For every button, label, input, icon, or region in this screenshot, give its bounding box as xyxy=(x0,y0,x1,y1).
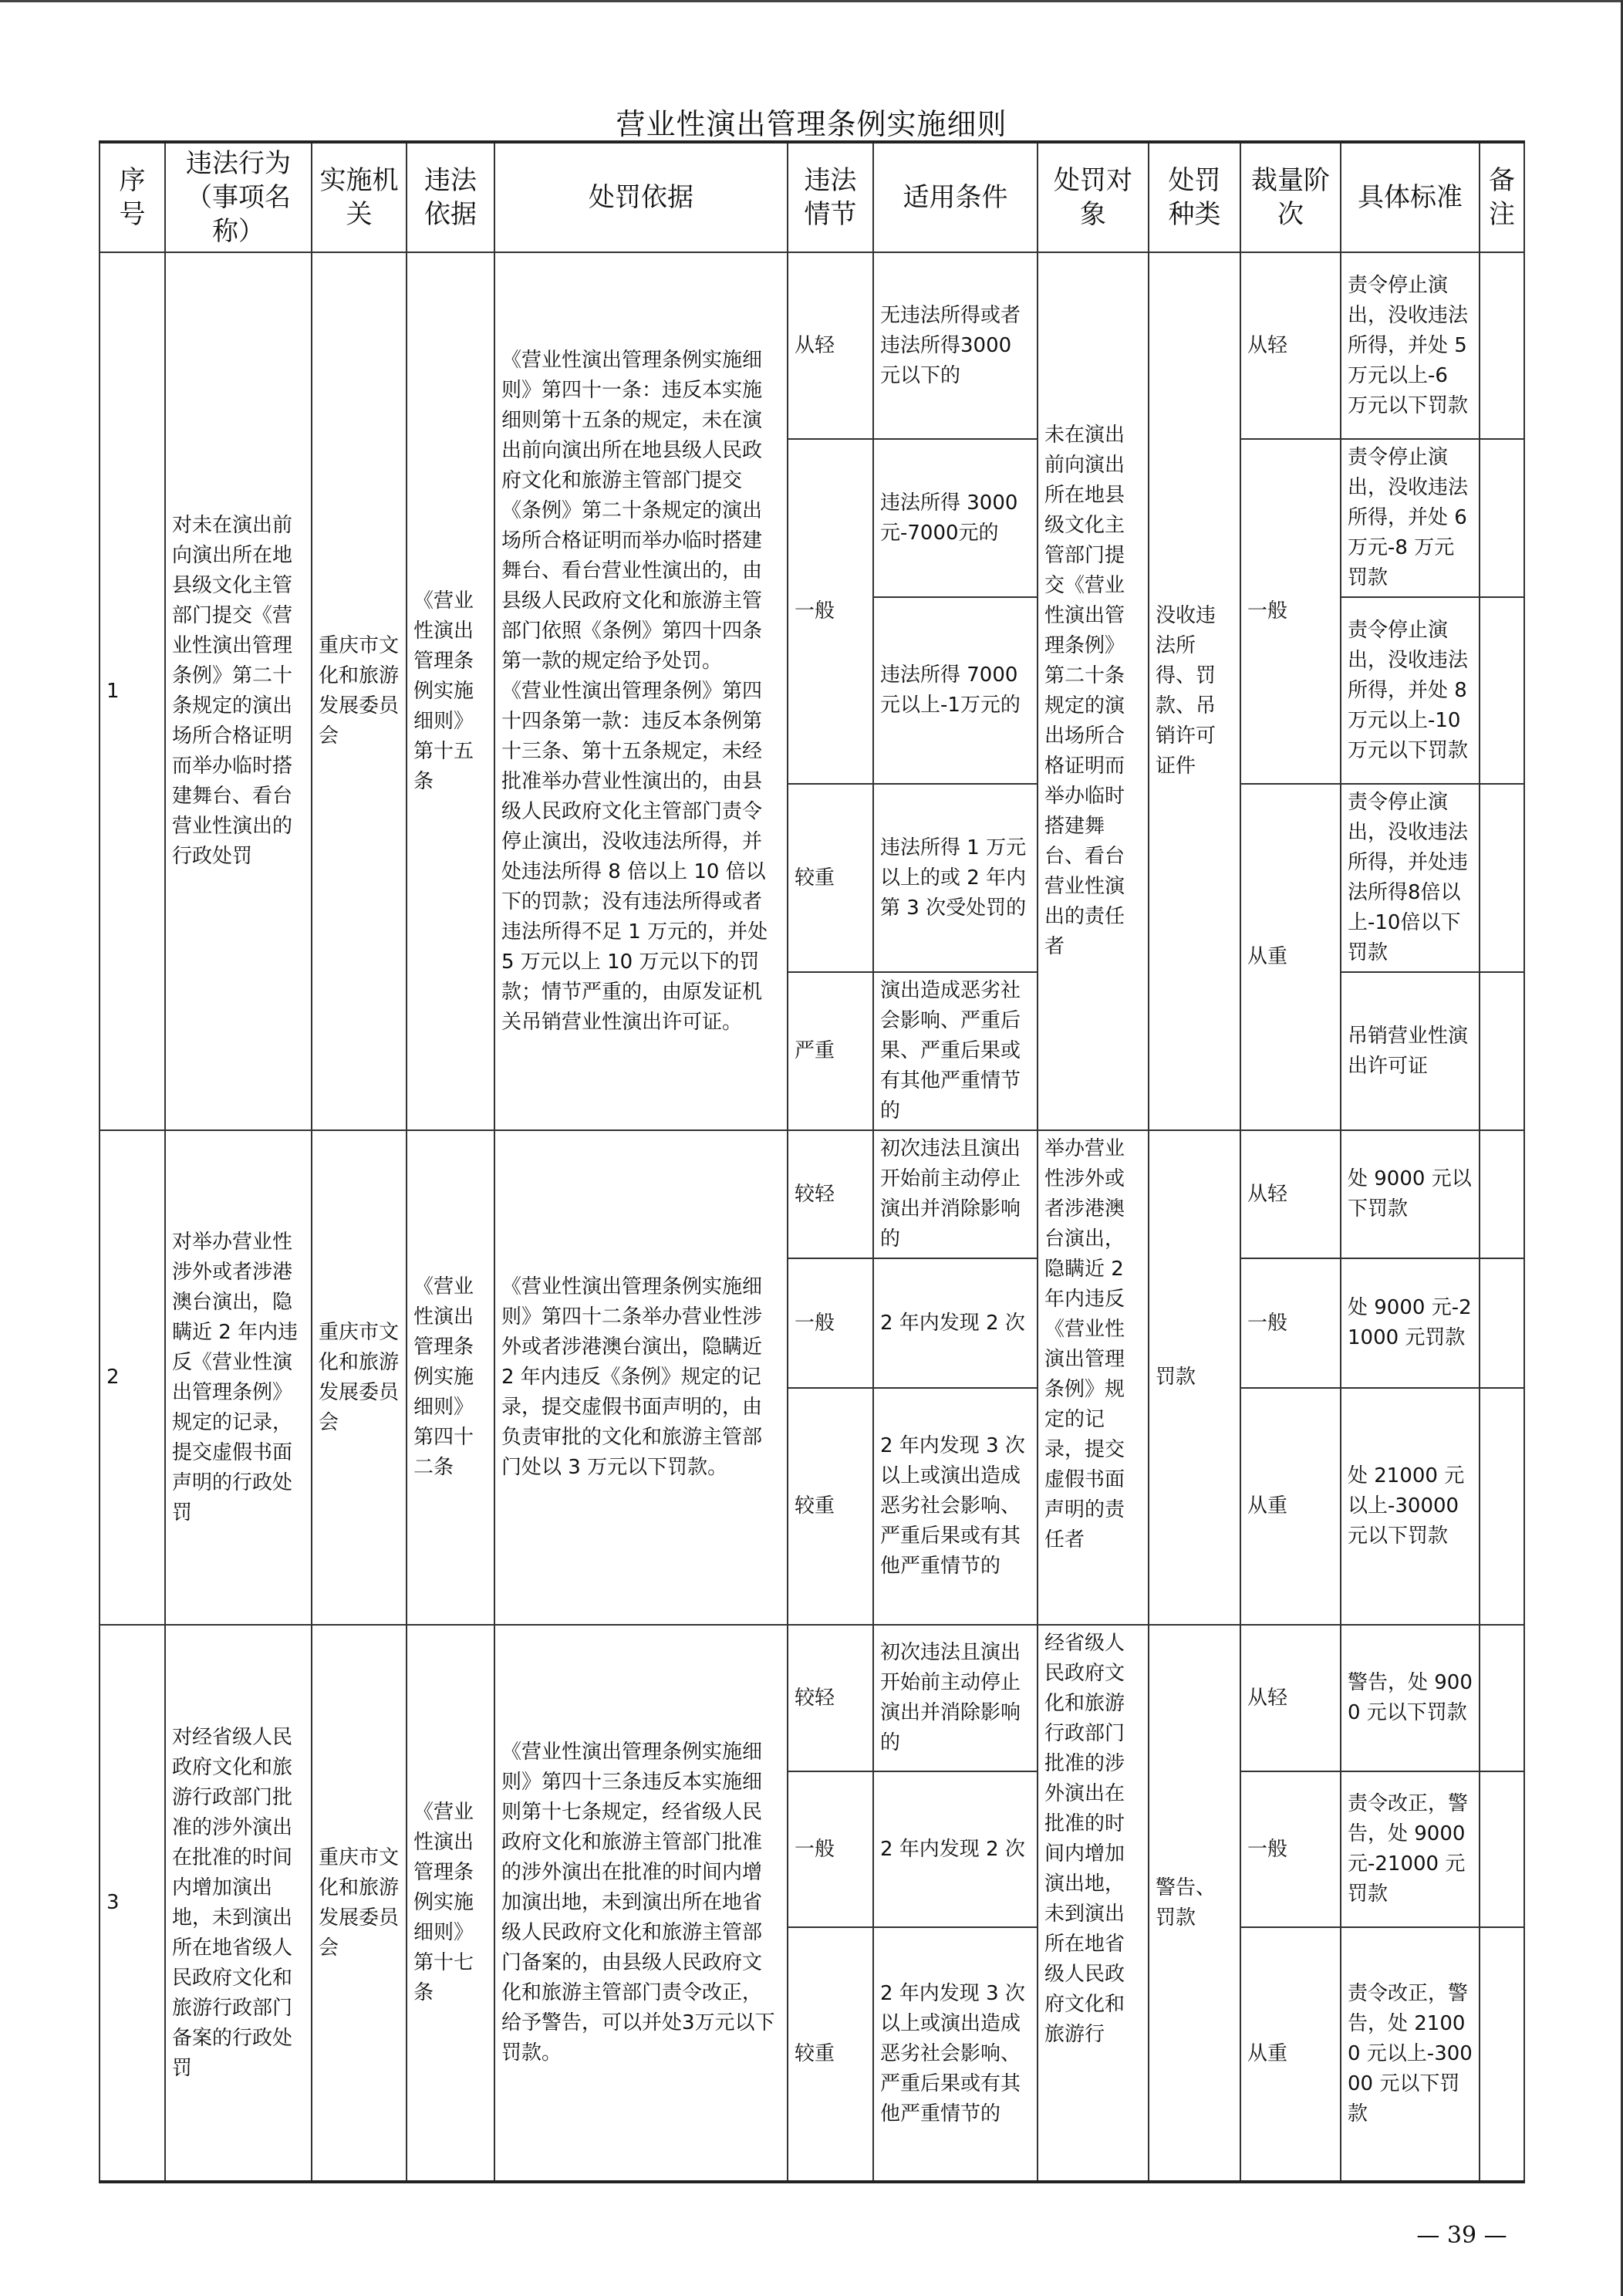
row-remark xyxy=(1480,1771,1524,1927)
row-discretion-tier: 从轻 xyxy=(1240,252,1341,439)
row-discretion-tier: 从轻 xyxy=(1240,1625,1341,1771)
row-agency: 重庆市文化和旅游发展委员会 xyxy=(312,1625,407,2182)
row-discretion-tier: 一般 xyxy=(1240,439,1341,784)
row-remark xyxy=(1480,972,1524,1130)
header-target: 处罚对象 xyxy=(1038,142,1149,252)
row-remark xyxy=(1480,597,1524,784)
header-circumstance: 违法情节 xyxy=(788,142,873,252)
header-violation: 违法行为（事项名称） xyxy=(165,142,312,252)
row-penalty-basis: 《营业性演出管理条例实施细则》第四十三条违反本实施细则第十七条规定，经省级人民政府文化和旅游主管部门批准的涉外演出在批准的时间内增加演出地，未到演出所在地省级人民政府文化和旅游主管部门备案的，由县级人民政府文化和旅游主管部门责令改正，给予警告，可以并处3万元以下罚款。 xyxy=(494,1625,788,2182)
row-condition: 初次违法且演出开始前主动停止演出并消除影响的 xyxy=(873,1625,1038,1771)
document-title: 营业性演出管理条例实施细则 xyxy=(616,107,1007,141)
row-standard: 责令改正，警告，处 9000 元-21000 元罚款 xyxy=(1341,1771,1480,1927)
penalty-basis-paragraph: 《营业性演出管理条例实施细则》第四十一条：违反本实施细则第十五条的规定，未在演出前向演出所在地县级人民政府文化和旅游主管部门提交《条例》第二十条规定的演出场所合格证明而举办临时搭建舞台、看台营业性演出的，由县级人民政府文化和旅游主管部门依照《条例》第四十四条第一款的规定给予处罚。 xyxy=(501,348,763,673)
row-condition: 违法所得 1 万元以上的或 2 年内第 3 次受处罚的 xyxy=(873,784,1038,972)
row-discretion-tier: 从重 xyxy=(1240,1927,1341,2182)
row-remark xyxy=(1480,439,1524,597)
row-condition: 2 年内发现 2 次 xyxy=(873,1258,1038,1388)
row-penalty-type: 罚款 xyxy=(1149,1130,1240,1625)
row-condition: 2 年内发现 3 次以上或演出造成恶劣社会影响、严重后果或有其他严重情节的 xyxy=(873,1927,1038,2182)
row-condition: 演出造成恶劣社会影响、严重后果、严重后果或有其他严重情节的 xyxy=(873,972,1038,1130)
row-discretion-tier: 从轻 xyxy=(1240,1130,1341,1258)
row-legal-basis: 《营业性演出管理条例实施细则》第十五条 xyxy=(407,252,494,1130)
header-penalty-basis: 处罚依据 xyxy=(494,142,788,252)
row-penalty-type: 警告、罚款 xyxy=(1149,1625,1240,2182)
row-circumstance: 较重 xyxy=(788,784,873,972)
row-target: 未在演出前向演出所在地县级文化主管部门提交《营业性演出管理条例》第二十条规定的演出场所合格证明而举办临时搭建舞台、看台营业性演出的责任者 xyxy=(1038,252,1149,1130)
row-discretion-tier: 从重 xyxy=(1240,1388,1341,1625)
row-condition: 2 年内发现 3 次以上或演出造成恶劣社会影响、严重后果或有其他严重情节的 xyxy=(873,1388,1038,1625)
row-agency: 重庆市文化和旅游发展委员会 xyxy=(312,1130,407,1625)
page-number: — 39 — xyxy=(1416,2222,1507,2249)
row-remark xyxy=(1480,252,1524,439)
row-penalty-basis: 《营业性演出管理条例实施细则》第四十二条举办营业性涉外或者涉港澳台演出，隐瞒近 2 年内违反《条例》规定的记录，提交虚假书面声明的，由负责审批的文化和旅游主管部门处以 3 万元以下罚款。 xyxy=(494,1130,788,1625)
row-condition: 无违法所得或者违法所得3000元以下的 xyxy=(873,252,1038,439)
row-circumstance: 较重 xyxy=(788,1927,873,2182)
table-header-row xyxy=(100,142,1524,252)
header-agency: 实施机关 xyxy=(312,142,407,252)
penalty-basis-paragraph: 《营业性演出管理条例》第四十四条第一款：违反本条例第十三条、第十五条规定，未经批准举办营业性演出的，由县级人民政府文化主管部门责令停止演出，没收违法所得，并处违法所得 8 倍以上 10 倍以下的罚款；没有违法所得或者违法所得不足 1 万元的，并处 5 万元以上 10 万元以下的罚款；情节严重的，由原发证机关吊销营业性演出许可证。 xyxy=(501,679,768,1034)
row-circumstance: 一般 xyxy=(788,439,873,784)
row-condition: 2 年内发现 2 次 xyxy=(873,1771,1038,1927)
page-top-border xyxy=(0,0,1623,2)
header-conditions: 适用条件 xyxy=(873,142,1038,252)
table-row xyxy=(100,1625,1524,1771)
row-standard: 责令停止演出，没收违法所得，并处违法所得8倍以上-10倍以下罚款 xyxy=(1341,784,1480,972)
header-remark: 备注 xyxy=(1480,142,1524,252)
row-standard: 处 9000 元-21000 元罚款 xyxy=(1341,1258,1480,1388)
row-violation: 对经省级人民政府文化和旅游行政部门批准的涉外演出在批准的时间内增加演出地，未到演出所在地省级人民政府文化和旅游行政部门备案的行政处罚 xyxy=(165,1625,312,2182)
row-remark xyxy=(1480,784,1524,972)
row-condition: 违法所得 3000元-7000元的 xyxy=(873,439,1038,597)
row-circumstance: 一般 xyxy=(788,1771,873,1927)
row-agency: 重庆市文化和旅游发展委员会 xyxy=(312,252,407,1130)
row-standard: 责令停止演出，没收违法所得，并处 5 万元以上-6 万元以下罚款 xyxy=(1341,252,1480,439)
row-target: 举办营业性涉外或者涉港澳台演出，隐瞒近 2 年内违反《营业性演出管理条例》规定的记录，提交虚假书面声明的责任者 xyxy=(1038,1130,1149,1625)
row-discretion-tier: 一般 xyxy=(1240,1258,1341,1388)
row-seq: 2 xyxy=(100,1130,165,1625)
row-condition: 初次违法且演出开始前主动停止演出并消除影响的 xyxy=(873,1130,1038,1258)
row-condition: 违法所得 7000元以上-1万元的 xyxy=(873,597,1038,784)
row-circumstance: 较重 xyxy=(788,1388,873,1625)
row-seq: 1 xyxy=(100,252,165,1130)
row-remark xyxy=(1480,1130,1524,1258)
row-circumstance: 严重 xyxy=(788,972,873,1130)
penalty-standards-table xyxy=(99,140,1525,2183)
row-violation: 对举办营业性涉外或者涉港澳台演出，隐瞒近 2 年内违反《营业性演出管理条例》规定的记录，提交虚假书面声明的行政处罚 xyxy=(165,1130,312,1625)
header-discretion-tier: 裁量阶次 xyxy=(1240,142,1341,252)
table-row xyxy=(100,1130,1524,1258)
row-legal-basis: 《营业性演出管理条例实施细则》第四十二条 xyxy=(407,1130,494,1625)
header-penalty-type: 处罚种类 xyxy=(1149,142,1240,252)
row-target: 经省级人民政府文化和旅游行政部门批准的涉外演出在批准的时间内增加演出地，未到演出所在地省级人民政府文化和旅游行 xyxy=(1038,1625,1149,2182)
row-penalty-basis xyxy=(494,252,788,1130)
row-standard: 处 21000 元以上-30000 元以下罚款 xyxy=(1341,1388,1480,1625)
row-circumstance: 从轻 xyxy=(788,252,873,439)
row-remark xyxy=(1480,1258,1524,1388)
row-circumstance: 一般 xyxy=(788,1258,873,1388)
row-legal-basis: 《营业性演出管理条例实施细则》第十七条 xyxy=(407,1625,494,2182)
row-circumstance: 较轻 xyxy=(788,1130,873,1258)
row-discretion-tier: 从重 xyxy=(1240,784,1341,1130)
row-standard: 责令停止演出，没收违法所得，并处 6 万元-8 万元罚款 xyxy=(1341,439,1480,597)
row-penalty-type: 没收违法所得、罚款、吊销许可证件 xyxy=(1149,252,1240,1130)
row-remark xyxy=(1480,1927,1524,2182)
header-standard: 具体标准 xyxy=(1341,142,1480,252)
row-circumstance: 较轻 xyxy=(788,1625,873,1771)
row-discretion-tier: 一般 xyxy=(1240,1771,1341,1927)
row-standard: 警告，处 9000 元以下罚款 xyxy=(1341,1625,1480,1771)
row-remark xyxy=(1480,1388,1524,1625)
row-seq: 3 xyxy=(100,1625,165,2182)
row-standard: 吊销营业性演出许可证 xyxy=(1341,972,1480,1130)
row-standard: 责令停止演出，没收违法所得，并处 8 万元以上-10 万元以下罚款 xyxy=(1341,597,1480,784)
row-standard: 责令改正，警告，处 21000 元以上-30000 元以下罚款 xyxy=(1341,1927,1480,2182)
row-violation: 对未在演出前向演出所在地县级文化主管部门提交《营业性演出管理条例》第二十条规定的演出场所合格证明而举办临时搭建舞台、看台营业性演出的行政处罚 xyxy=(165,252,312,1130)
table-row xyxy=(100,252,1524,439)
header-seq: 序号 xyxy=(100,142,165,252)
row-remark xyxy=(1480,1625,1524,1771)
header-legal-basis: 违法依据 xyxy=(407,142,494,252)
row-standard: 处 9000 元以下罚款 xyxy=(1341,1130,1480,1258)
